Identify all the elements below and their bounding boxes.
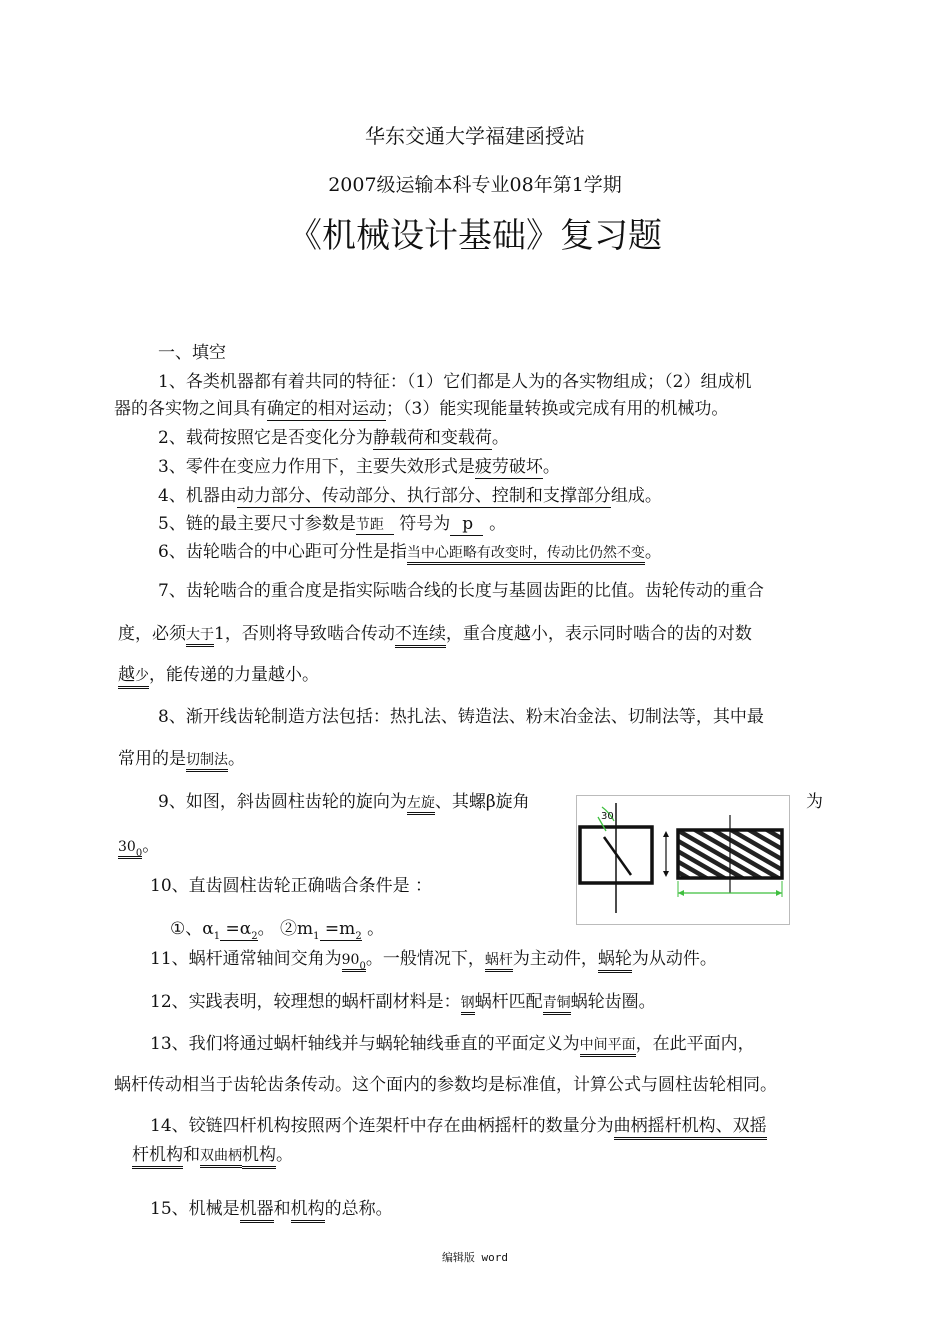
q5-answer-symbol: p [450, 514, 483, 536]
q1-line1: 1、各类机器都有着共同的特征：（1）它们都是人为的各实物组成；（2）组成机 [158, 372, 752, 392]
q6-answer: 当中心距略有改变时，传动比仍然不变 [407, 545, 645, 565]
q6-line: 6、齿轮啮合的中心距可分性是指当中心距略有改变时，传动比仍然不变。 [158, 541, 662, 564]
q12-line: 12、实践表明，较理想的蜗杆副材料是：钢蜗杆匹配青铜蜗轮齿圈。 [150, 991, 656, 1014]
q14-answer-part4: 机构 [242, 1145, 276, 1169]
q13-line1: 13、我们将通过蜗杆轴线并与蜗轮轴线垂直的平面定义为中间平面，在此平面内， [150, 1033, 755, 1056]
document-title: 《机械设计基础》复习题 [288, 216, 662, 256]
q14-line2: 杆机构和双曲柄机构。 [132, 1144, 293, 1167]
helical-gear-figure [576, 795, 790, 925]
q11-answer-wheel: 蜗轮 [598, 949, 632, 973]
q13-answer: 中间平面 [580, 1037, 636, 1057]
q11-answer-angle: $90_0$ [341, 952, 366, 972]
q5-answer-pitch: 节距 [356, 517, 394, 535]
q9-answer-angle: $30_0$ [118, 839, 143, 859]
q8-line2: 常用的是切制法。 [118, 748, 245, 771]
q4-answer: 动力部分、传动部分、执行部分、控制和支撑部分 [236, 486, 611, 506]
q10-line1: 10、直齿圆柱齿轮正确啮合条件是 ： [150, 876, 433, 896]
q15-answer-mechanism: 机构 [291, 1199, 325, 1223]
q3-line: 3、零件在变应力作用下，主要失效形式是疲劳破坏。 [158, 457, 560, 477]
q9-wei: 为 [806, 792, 823, 812]
helical-gear-drawing [576, 795, 790, 925]
q10-conditions: ①、$\alpha_1 =\alpha_2$。 $②m_1 =m_2$ 。 [170, 919, 385, 942]
q13-line2: 蜗杆传动相当于齿轮齿条传动。这个面内的参数均是标准值，计算公式与圆柱齿轮相同。 [114, 1075, 777, 1095]
q8-answer: 切制法 [186, 752, 228, 772]
q7-line1: 7、齿轮啮合的重合度是指实际啮合线的长度与基圆齿距的比值。齿轮传动的重合 [158, 581, 764, 601]
q9-line1: 9、如图，斜齿圆柱齿轮的旋向为左旋、其螺β旋角 [158, 791, 530, 814]
q10-module-equal: $=m_2$ [319, 919, 362, 942]
header-school: 华东交通大学福建函授站 [365, 124, 585, 148]
q11-answer-worm: 蜗杆 [485, 952, 513, 972]
q12-answer-bronze: 青铜 [543, 995, 571, 1015]
q7-answer-discontinuous: 不连续 [395, 624, 446, 648]
q15-line: 15、机械是机器和机构的总称。 [150, 1198, 393, 1220]
q12-answer-steel: 钢 [461, 995, 475, 1015]
q2-answer: 静载荷和变载荷 [372, 428, 492, 448]
q9-answer-direction: 左旋 [407, 795, 435, 815]
figure-angle-label: 30 [601, 811, 614, 822]
q10-alpha-equal: $=\alpha_2$ [220, 919, 258, 942]
q8-line1: 8、渐开线齿轮制造方法包括：热扎法、铸造法、粉末冶金法、切制法等，其中最 [158, 707, 764, 727]
q9-line2: $30_0$。 [118, 836, 160, 859]
q1-line2: 器的各实物之间具有确定的相对运动；（3）能实现能量转换或完成有用的机械功。 [114, 399, 729, 419]
q7-answer-fewer: 越少 [118, 665, 149, 689]
q15-answer-machine: 机器 [240, 1199, 274, 1223]
q4-line: 4、机器由动力部分、传动部分、执行部分、控制和支撑部分组成。 [158, 486, 662, 506]
q11-line: 11、蜗杆通常轴间交角为$90_0$。一般情况下，蜗杆为主动件，蜗轮为从动件。 [150, 949, 717, 972]
q1-answer: 确定的相对运动 [267, 399, 386, 419]
q14-answer-part1: 曲柄摇杆机构、双摇 [614, 1116, 767, 1140]
header-term: 2007级运输本科专业08年第1学期 [328, 174, 622, 196]
q14-answer-part2: 杆机构 [132, 1145, 183, 1169]
q3-answer: 疲劳破坏 [474, 457, 543, 477]
q5-line: 5、链的最主要尺寸参数是节距 符号为 p 。 [158, 514, 507, 534]
q2-line: 2、载荷按照它是否变化分为静载荷和变载荷。 [158, 428, 509, 448]
section-heading: 一、填空 [158, 343, 226, 363]
q7-line3: 越少，能传递的力量越小。 [118, 664, 319, 687]
page-footer: 编辑版 word [441, 1251, 509, 1264]
q7-answer-greater: 大于 [186, 627, 214, 647]
q7-line2: 度，必须大于1，否则将导致啮合传动不连续，重合度越小，表示同时啮合的齿的对数 [118, 623, 752, 646]
q14-line1: 14、铰链四杆机构按照两个连架杆中存在曲柄摇杆的数量分为曲柄摇杆机构、双摇 [150, 1115, 767, 1137]
q14-answer-part3: 双曲柄 [200, 1148, 242, 1168]
